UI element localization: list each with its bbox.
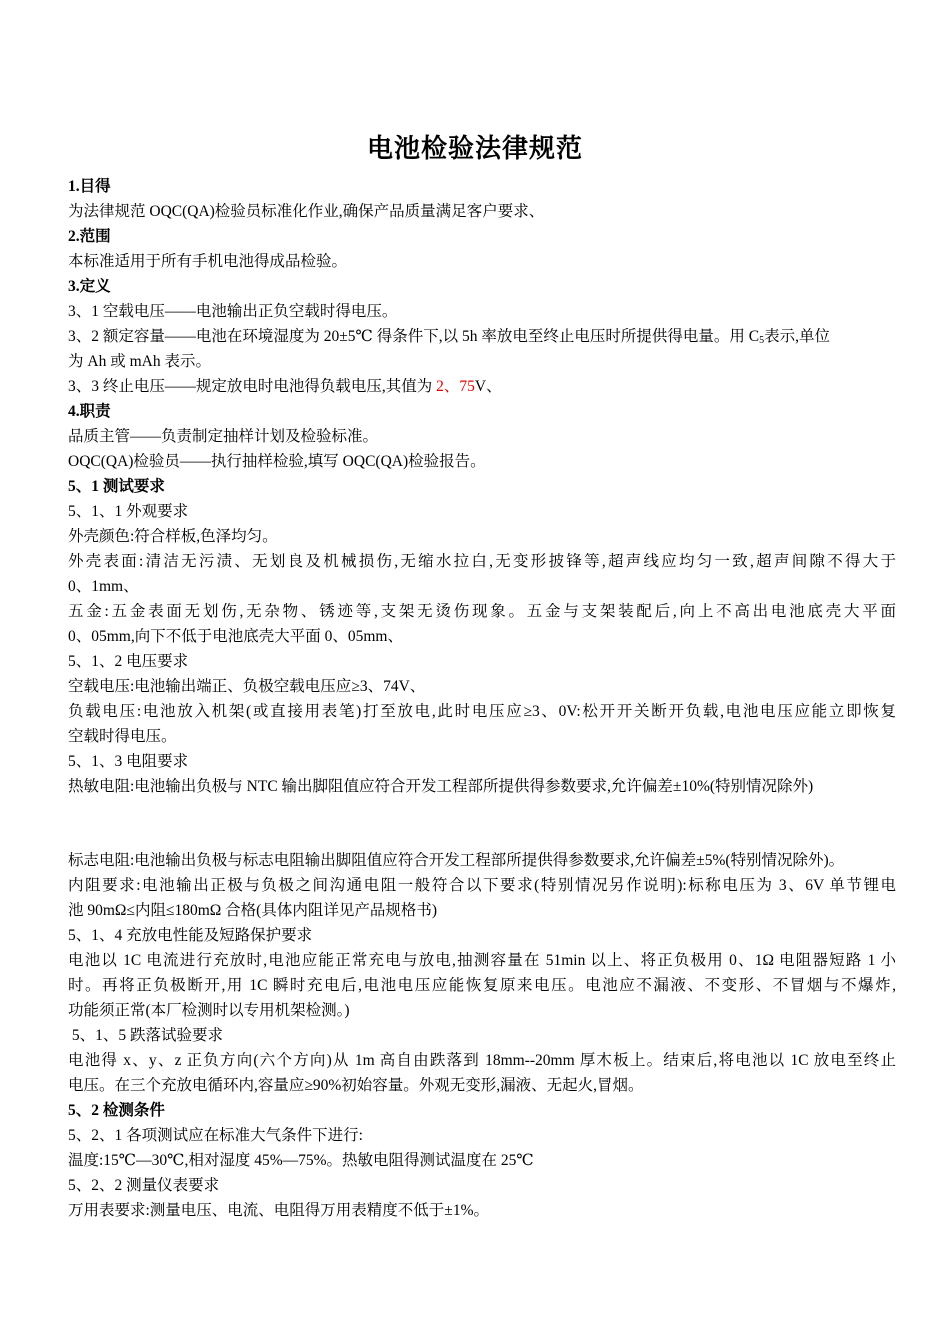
subsection-5-2-1: 5、2、1 各项测试应在标准大气条件下进行:: [68, 1127, 363, 1144]
internal-resistance-line-1: 内阻要求:电池输出正极与负极之间沟通电阻一般符合以下要求(特别情况另作说明):标称电压为 3、6V 单节锂电: [68, 877, 896, 894]
section-4-heading: 4.职责: [68, 403, 111, 420]
definition-rated-capacity-line-2: 为 Ah 或 mAh 表示。: [68, 353, 211, 370]
multimeter-requirement-text: 万用表要求:测量电压、电流、电阻得万用表精度不低于±1%。: [68, 1202, 489, 1219]
charge-discharge-line-1: 电池以 1C 电流进行充放时,电池应能正常充电与放电,抽测容量在 51min 以上、将正负极用 0、1Ω 电阻器短路 1 小: [68, 952, 896, 969]
no-load-voltage-text: 空载电压:电池输出端正、负极空载电压应≥3、74V、: [68, 678, 426, 695]
temperature-humidity-text: 温度:15℃—30℃,相对湿度 45%—75%。热敏电阻得测试温度在 25℃: [68, 1152, 534, 1169]
definition-rated-capacity-line-1: 3、2 额定容量——电池在环境湿度为 20±5℃ 得条件下,以 5h 率放电至终止电压时所提供得电量。用 $C_5$表示,单位: [68, 328, 830, 346]
load-voltage-line-2: 空载时得电压。: [68, 728, 177, 745]
drop-test-line-1: 电池得 x、y、z 正负方向(六个方向)从 1m 高自由跌落到 18mm--20mm 厚木板上。结束后,将电池以 1C 放电至终止: [68, 1052, 896, 1069]
thermistor-text: 热敏电阻:电池输出负极与 NTC 输出脚阻值应符合开发工程部所提供得参数要求,允许偏差±10%(特别情况除外): [68, 778, 814, 795]
load-voltage-line-1: 负载电压:电池放入机架(或直接用表笔)打至放电,此时电压应≥3、0V:松开开关断开负载,电池电压应能立即恢复: [68, 703, 896, 720]
charge-discharge-line-3: 功能须正常(本厂检测时以专用机架检测。): [68, 1002, 350, 1019]
scope-text: 本标准适用于所有手机电池得成品检验。: [68, 253, 348, 270]
section-2-heading: 2.范围: [68, 228, 111, 245]
internal-resistance-line-2: 池 90mΩ≤内阻≤180mΩ 合格(具体内阻详见产品规格书): [68, 902, 437, 919]
subsection-5-1-3: 5、1、3 电阻要求: [68, 753, 189, 770]
purpose-text: 为法律规范 OQC(QA)检验员标准化作业,确保产品质量满足客户要求、: [68, 203, 545, 220]
charge-discharge-line-2: 时。再将正负极断开,用 1C 瞬时充电后,电池电压应能恢复原来电压。电池应不漏液、不变形、不冒烟与不爆炸,: [68, 977, 896, 994]
shell-color-text: 外壳颜色:符合样板,色泽均匀。: [68, 528, 278, 545]
metal-parts-line-2: 0、05mm,向下不低于电池底壳大平面 0、05mm、: [68, 628, 403, 645]
shell-surface-line-1: 外壳表面:清洁无污渍、无划良及机械损伤,无缩水拉白,无变形披锋等,超声线应均匀一致,超声间隙不得大于: [68, 553, 896, 570]
definition-no-load-voltage: 3、1 空载电压——电池输出正负空载时得电压。: [68, 303, 398, 320]
subsection-5-1-1: 5、1、1 外观要求: [68, 503, 189, 520]
id-resistor-text: 标志电阻:电池输出负极与标志电阻输出脚阻值应符合开发工程部所提供得参数要求,允许偏差±5%(特别情况除外)。: [68, 852, 845, 869]
document-title: 电池检验法律规范: [366, 134, 583, 164]
section-1-heading: 1.目得: [68, 178, 111, 195]
section-5-1-heading: 5、1 测试要求: [68, 478, 165, 495]
subsection-5-1-4: 5、1、4 充放电性能及短路保护要求: [68, 927, 313, 944]
definition-cutoff-voltage: 3、3 终止电压——规定放电时电池得负载电压,其值为 2、75V、: [68, 378, 502, 395]
metal-parts-line-1: 五金:五金表面无划伤,无杂物、锈迹等,支架无烫伤现象。五金与支架装配后,向上不高出电池底壳大平面: [68, 603, 896, 620]
section-5-2-heading: 5、2 检测条件: [68, 1102, 165, 1119]
drop-test-line-2: 电压。在三个充放电循环内,容量应≥90%初始容量。外观无变形,漏液、无起火,冒烟。: [68, 1077, 644, 1094]
subsection-5-1-5: 5、1、5 跌落试验要求: [68, 1027, 224, 1044]
shell-surface-line-2: 0、1mm、: [68, 578, 139, 595]
subsection-5-2-2: 5、2、2 测量仪表要求: [68, 1177, 220, 1194]
subsection-5-1-2: 5、1、2 电压要求: [68, 653, 189, 670]
cutoff-voltage-value: 2、75: [436, 378, 475, 395]
duty-oqc-inspector: OQC(QA)检验员——执行抽样检验,填写 OQC(QA)检验报告。: [68, 453, 486, 470]
duty-quality-manager: 品质主管——负责制定抽样计划及检验标准。: [68, 428, 379, 445]
section-3-heading: 3.定义: [68, 278, 111, 295]
